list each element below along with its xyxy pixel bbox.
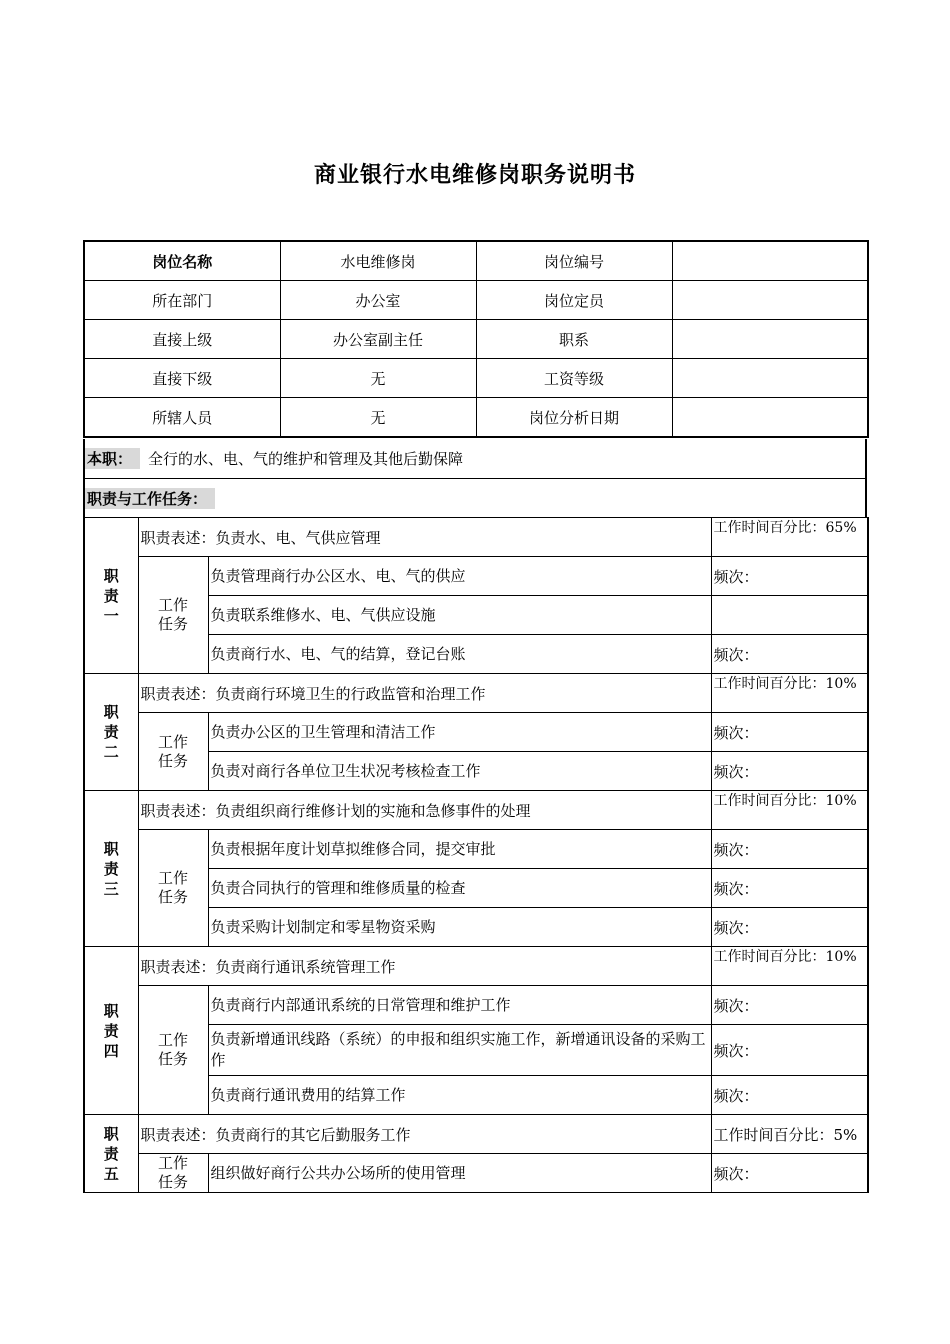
task-label [138, 713, 208, 791]
value-superior: 办公室副主任 [280, 320, 476, 359]
core-duty-label: 本职： [85, 448, 140, 469]
duty-number-label: 职责一 [103, 566, 119, 625]
info-row [84, 359, 868, 398]
task-frequency: 频次： [711, 830, 868, 869]
duty-number-label: 职责二 [103, 703, 119, 761]
value-analysis-date [672, 398, 868, 438]
task-text: 组织做好商行公共办公场所的使用管理 [208, 1154, 711, 1193]
value-subordinate: 无 [280, 359, 476, 398]
duties-header-row [83, 479, 867, 518]
task-frequency: 频次： [711, 869, 868, 908]
duty-number [84, 674, 138, 791]
task-row [84, 986, 868, 1025]
task-frequency: 频次： [711, 1076, 868, 1115]
page-title: 商业银行水电维修岗职务说明书 [313, 163, 636, 188]
task-frequency: 频次： [711, 713, 868, 752]
duty-row [84, 947, 868, 986]
label-headcount: 岗位定员 [476, 281, 672, 320]
time-percentage: 工作时间百分比：5% [711, 1115, 868, 1154]
task-frequency: 频次： [711, 1154, 868, 1193]
core-duty-text: 全行的水、电、气的维护和管理及其他后勤保障 [148, 450, 464, 468]
task-label-text: 工作任务 [157, 732, 188, 770]
task-label [138, 830, 208, 947]
task-label [138, 1154, 208, 1193]
basic-info-table [83, 240, 869, 438]
task-label-text: 工作任务 [157, 596, 188, 633]
duty-description: 职责表述：负责商行的其它后勤服务工作 [138, 1115, 711, 1154]
task-text: 负责新增通讯线路（系统）的申报和组织实施工作，新增通讯设备的采购工作 [208, 1025, 711, 1076]
info-row [84, 241, 868, 281]
label-department: 所在部门 [84, 281, 280, 320]
duty-number [84, 947, 138, 1115]
task-text: 负责采购计划制定和零星物资采购 [208, 908, 711, 947]
time-percentage: 工作时间百分比：10% [711, 947, 868, 986]
task-text: 负责商行通讯费用的结算工作 [208, 1076, 711, 1115]
value-position-code [672, 241, 868, 281]
label-job-family: 职系 [476, 320, 672, 359]
info-row [84, 320, 868, 359]
duty-description: 职责表述：负责商行环境卫生的行政监管和治理工作 [138, 674, 711, 713]
duty-number [84, 518, 138, 674]
time-percentage: 工作时间百分比：65% [711, 518, 868, 557]
info-row [84, 398, 868, 438]
duty-description: 职责表述：负责组织商行维修计划的实施和急修事件的处理 [138, 791, 711, 830]
task-frequency: 频次： [711, 908, 868, 947]
duty-row [84, 1115, 868, 1154]
duties-header: 职责与工作任务： [85, 488, 215, 509]
value-staff: 无 [280, 398, 476, 438]
task-row [84, 557, 868, 596]
time-percentage: 工作时间百分比：10% [711, 674, 868, 713]
label-superior: 直接上级 [84, 320, 280, 359]
task-text: 负责商行内部通讯系统的日常管理和维护工作 [208, 986, 711, 1025]
task-label-text: 工作任务 [157, 1154, 188, 1191]
task-label [138, 986, 208, 1115]
label-subordinate: 直接下级 [84, 359, 280, 398]
task-label-text: 工作任务 [157, 869, 188, 906]
task-frequency: 频次： [711, 986, 868, 1025]
duty-number-label: 职责三 [103, 839, 119, 898]
label-salary-grade: 工资等级 [476, 359, 672, 398]
duty-number-label: 职责四 [103, 1001, 119, 1060]
value-job-family [672, 320, 868, 359]
label-position-name: 岗位名称 [84, 241, 280, 281]
value-salary-grade [672, 359, 868, 398]
duties-table [83, 517, 869, 1193]
task-row [84, 830, 868, 869]
duty-row [84, 674, 868, 713]
duty-number [84, 1115, 138, 1193]
value-headcount [672, 281, 868, 320]
task-label-text: 工作任务 [157, 1031, 188, 1068]
task-frequency: 频次： [711, 635, 868, 674]
task-frequency: 频次： [711, 752, 868, 791]
core-duty-row [83, 439, 867, 479]
duty-number-label: 职责五 [103, 1124, 119, 1183]
task-frequency [711, 596, 868, 635]
duty-description: 职责表述：负责商行通讯系统管理工作 [138, 947, 711, 986]
label-analysis-date: 岗位分析日期 [476, 398, 672, 438]
task-text: 负责合同执行的管理和维修质量的检查 [208, 869, 711, 908]
duty-row [84, 518, 868, 557]
task-text: 负责办公区的卫生管理和清洁工作 [208, 713, 711, 752]
label-staff: 所辖人员 [84, 398, 280, 438]
task-row [84, 1154, 868, 1193]
time-percentage: 工作时间百分比：10% [711, 791, 868, 830]
info-row [84, 281, 868, 320]
duty-number [84, 791, 138, 947]
value-department: 办公室 [280, 281, 476, 320]
task-text: 负责商行水、电、气的结算，登记台账 [208, 635, 711, 674]
value-position-name: 水电维修岗 [280, 241, 476, 281]
task-row [84, 713, 868, 752]
task-text: 负责根据年度计划草拟维修合同，提交审批 [208, 830, 711, 869]
task-text: 负责管理商行办公区水、电、气的供应 [208, 557, 711, 596]
task-frequency: 频次： [711, 557, 868, 596]
task-frequency: 频次： [711, 1025, 868, 1076]
task-label [138, 557, 208, 674]
label-position-code: 岗位编号 [476, 241, 672, 281]
task-text: 负责联系维修水、电、气供应设施 [208, 596, 711, 635]
duty-description: 职责表述：负责水、电、气供应管理 [138, 518, 711, 557]
duty-row [84, 791, 868, 830]
task-text: 负责对商行各单位卫生状况考核检查工作 [208, 752, 711, 791]
